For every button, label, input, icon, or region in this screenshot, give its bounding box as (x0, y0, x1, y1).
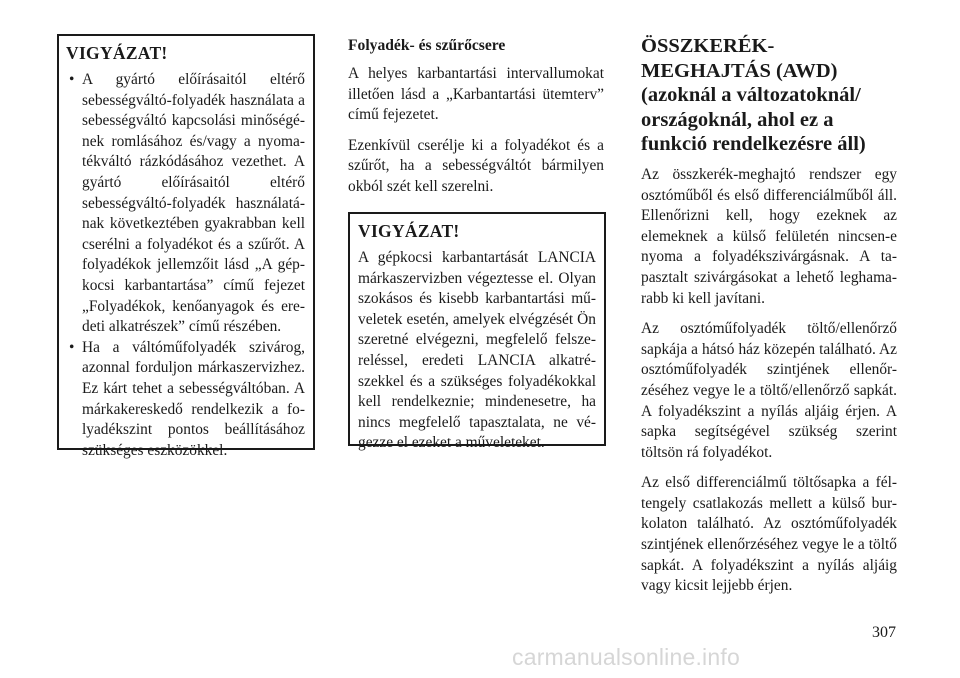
right-column (641, 34, 897, 597)
middle-paragraph-2: Ezenkívül cserélje ki a folyadékot és a szűrőt, ha a sebességváltót bármilyen okból szét kell szerelni. (348, 136, 604, 195)
awd-heading: ÖSSZKERÉK-MEGHAJTÁS (AWD) (azoknál a változatoknál/ országoknál, ahol ez a funkció rendelkezésre áll) (641, 35, 866, 156)
middle-warning-text: A gépkocsi karbantartását LANCIA márkaszervizben végeztesse el. Olyan szokásos és kisebb karbantartási mű-veletek esetén, amelyek elvégzését Ön szeretné elvégezni, megfelelő felsze-reléssel, eredeti LANCIA alkatré-szekkel és a szükséges folyadékokkal kell rendelkeznie; mindenesetre, ha nincs megfelelő tapasztalata, ne vé-gezze el ezeket a műveleteket. (358, 249, 596, 452)
page-number: 307 (872, 624, 896, 641)
middle-column (348, 36, 604, 198)
right-paragraph-2: Az osztóműfolyadék töltő/ellenőrző sapkája a hátsó ház közepén található. Az osztóműfolyadék szintjének ellenőr-zéséhez vegye le a töltő/ellenőrző sapkát. A folyadékszint a nyílás aljáig érjen. A sapka segítségével szükség szerint töltsön rá folyadékot. (641, 320, 897, 461)
middle-warning-title: VIGYÁZAT! (358, 221, 460, 241)
fluid-filter-heading: Folyadék- és szűrőcsere (348, 37, 506, 54)
right-paragraph-1: Az összkerék-meghajtó rendszer egy osztóműből és első differenciálműből áll. Ellenőrizni kell, hogy ezeknek az elemeknek a külső felületén nincsen-e nyoma a folyadékszivárgásnak. A ta-pasztalt szivárgásokat a lehető leghama-rabb ki kell javítani. (641, 165, 897, 307)
middle-paragraph-1: A helyes karbantartási intervallumokat illetően lásd a „Karbantartási ütemterv” című fejezetet. (348, 65, 604, 124)
left-warning-title: VIGYÁZAT! (66, 43, 168, 63)
left-warning-bullet-1: • A gyártó előírásaitól eltérő sebességváltó-folyadék használata a sebességváltó kapcsolási minőségé-nek romlásához és/vagy a nyoma-tékváltó rázkódásához vezethet. A gyártó előírásaitól eltérő sebességváltó-folyadék használatá-nak következtében gyakrabban kell cserélni a folyadékot és a szűrőt. A folyadékok jellemzőit lásd „A gép-kocsi karbantartása” című fejezet „Folyadékok, kenőanyagok és ere-deti alkatrészek” című részében. (66, 70, 305, 338)
middle-warning-box (348, 212, 606, 452)
left-warning-list (66, 70, 305, 461)
right-paragraph-3: Az első differenciálmű töltősapka a fél-tengely csatlakozás mellett a külső bur-kolaton található. Az osztóműfolyadék szintjének ellenőrzéséhez vegye le a töltő sapkát. A folyadékszint a nyílás aljáig vagy kicsit lejjebb érjen. (641, 474, 897, 595)
left-warning-box (57, 34, 315, 459)
left-warning-bullet-2: • Ha a váltóműfolyadék szivárog, azonnal forduljon márkaszervizhez. Ez kárt tehet a sebességváltóban. A márkakereskedő rendelkezik a fo-lyadékszint pontos beállításához szükséges eszközökkel. (66, 338, 305, 462)
watermark: carmanualsonline.info (512, 644, 740, 670)
